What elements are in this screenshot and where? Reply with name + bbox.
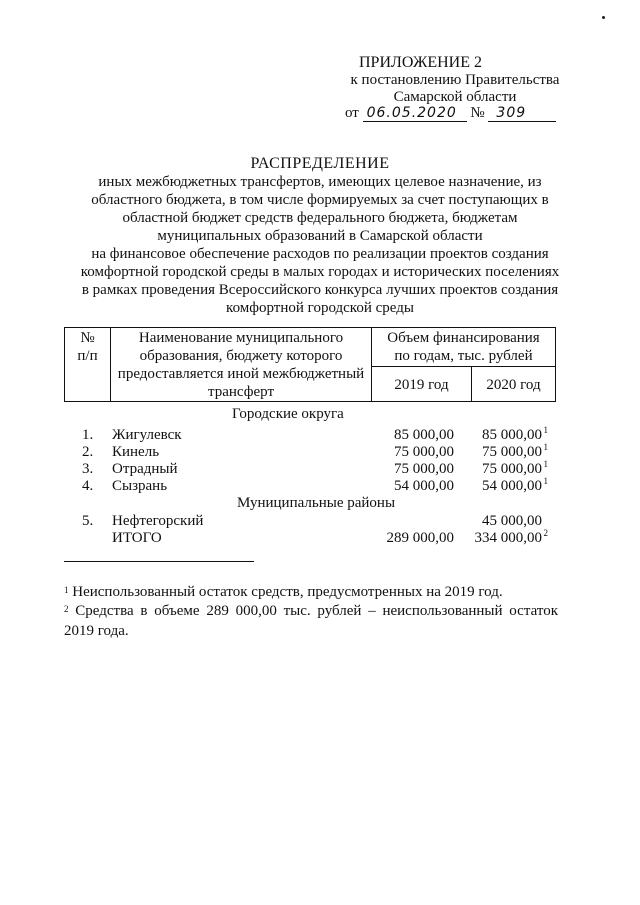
heading-line: муниципальных образований в Самарской области — [157, 228, 483, 244]
row-2020: 75 000,00 — [482, 444, 542, 460]
heading-line: комфортной городской среды в малых городах и исторических поселениях — [80, 264, 560, 280]
row-number: 4. — [82, 478, 94, 494]
footnote-2-mark: 2 — [64, 604, 69, 614]
footnote-mark: 1 — [543, 425, 548, 435]
header-name-line: образования, бюджету которого — [139, 348, 343, 364]
header-funding-line-1: Объем финансирования — [387, 330, 540, 346]
row-2020: 45 000,00 — [482, 513, 542, 529]
handwritten-date: 06.05.2020 — [363, 105, 467, 122]
table-row — [0, 477, 640, 495]
footnote-1-mark: 1 — [64, 585, 69, 595]
row-number: 5. — [82, 513, 94, 529]
heading-line: в рамках проведения Всероссийского конкурса лучших проектов создания — [81, 282, 559, 298]
appendix-line-3: Самарской области — [393, 89, 517, 105]
document-heading — [0, 155, 640, 317]
footnote-2 — [64, 601, 558, 641]
row-2020: 54 000,00 — [482, 478, 542, 494]
footnote-2-text: Средства в объеме 289 000,00 тыс. рублей – неиспользованный остаток 2019 года. — [64, 603, 558, 639]
header-col-number — [65, 329, 110, 365]
header-name-line: предоставляется иной межбюджетный — [117, 366, 365, 382]
footnote-mark: 1 — [543, 442, 548, 452]
group-urban-districts: Городские округа — [232, 406, 344, 422]
header-no-line-2: п/п — [77, 348, 98, 364]
row-2019: 54 000,00 — [394, 478, 454, 494]
header-col-funding — [372, 329, 555, 365]
heading-line: на финансовое обеспечение расходов по реализации проектов создания — [91, 246, 549, 262]
total-2019: 289 000,00 — [386, 530, 454, 546]
appendix-title: ПРИЛОЖЕНИЕ 2 — [359, 54, 483, 71]
header-name-line: Наименование муниципального — [138, 330, 344, 346]
row-2020: 85 000,00 — [482, 427, 542, 443]
header-funding-line-2: по годам, тыс. рублей — [394, 348, 533, 364]
appendix-block — [345, 54, 565, 107]
appendix-date-line — [345, 105, 556, 122]
header-col-2020: 2020 год — [486, 377, 541, 393]
heading-title: РАСПРЕДЕЛЕНИЕ — [250, 155, 390, 172]
footnote-1 — [64, 582, 564, 602]
date-prefix: от — [345, 105, 359, 121]
footnote-mark: 2 — [543, 528, 548, 538]
footnote-mark: 1 — [543, 476, 548, 486]
header-name-line: трансферт — [208, 384, 274, 400]
row-name: Жигулевск — [112, 427, 182, 443]
row-2019: 75 000,00 — [394, 461, 454, 477]
footnote-separator — [64, 561, 254, 562]
handwritten-number: 309 — [488, 105, 556, 122]
row-number: 1. — [82, 427, 94, 443]
row-name: Сызрань — [112, 478, 168, 494]
header-col-name — [111, 329, 371, 401]
row-2019: 75 000,00 — [394, 444, 454, 460]
row-name: Нефтегорский — [112, 513, 204, 529]
header-top-border — [64, 327, 556, 328]
heading-line: областного бюджета, в том числе формируемых за счет поступающих в — [91, 192, 549, 208]
heading-line: комфортной городской среды — [226, 300, 414, 316]
header-bottom-border — [64, 401, 556, 402]
heading-line: областной бюджет средств федерального бюджета, бюджетам — [122, 210, 518, 226]
header-no-line-1: № — [80, 330, 95, 346]
header-subrule — [371, 366, 556, 367]
appendix-line-2: к постановлению Правительства — [350, 71, 560, 88]
table-header — [64, 327, 556, 402]
row-name: Кинель — [112, 444, 160, 460]
total-2020: 334 000,00 — [474, 530, 542, 546]
number-prefix: № — [470, 105, 485, 121]
row-name: Отрадный — [112, 461, 178, 477]
header-right-border — [555, 327, 556, 402]
group-municipal-districts: Муниципальные районы — [237, 495, 396, 511]
total-label: ИТОГО — [112, 530, 162, 546]
scan-dot — [602, 16, 605, 19]
row-number: 2. — [82, 444, 94, 460]
header-col-2019: 2019 год — [394, 377, 449, 393]
row-number: 3. — [82, 461, 94, 477]
table-total-row — [0, 529, 640, 547]
footnote-1-text: Неиспользованный остаток средств, предусмотренных на 2019 год. — [72, 584, 503, 600]
footnote-mark: 1 — [543, 459, 548, 469]
row-2020: 75 000,00 — [482, 461, 542, 477]
heading-line: иных межбюджетных трансфертов, имеющих целевое назначение, из — [98, 174, 542, 190]
row-2019: 85 000,00 — [394, 427, 454, 443]
